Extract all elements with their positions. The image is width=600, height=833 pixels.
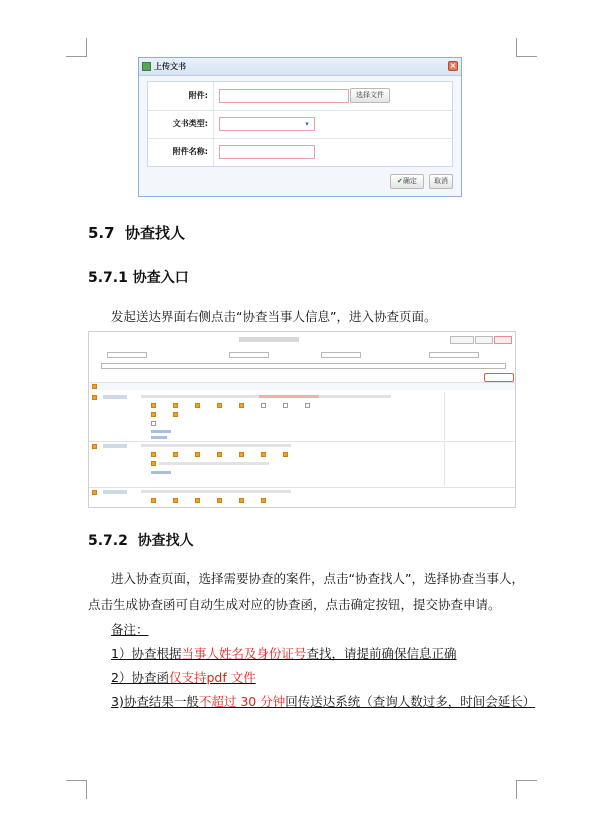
mini-checkbox xyxy=(217,452,222,457)
doc-type-select[interactable] xyxy=(219,117,315,131)
section-5-7-1-heading xyxy=(88,267,189,287)
mini-coordination-button xyxy=(484,373,514,382)
section-title: 协查找人 xyxy=(137,533,194,549)
section-title: 协查找人 xyxy=(125,224,186,242)
form-row-attachment xyxy=(148,82,452,111)
mini-button xyxy=(475,336,493,344)
mini-checkbox xyxy=(261,452,266,457)
mini-checkbox xyxy=(283,403,288,408)
note-2-highlight: 仅支持pdf 文件 xyxy=(168,670,256,685)
mini-checkbox xyxy=(92,395,97,400)
note-1-highlight: 当事人姓名及身份证号 xyxy=(181,646,307,661)
mini-checkbox xyxy=(151,452,156,457)
attachment-input[interactable] xyxy=(219,89,349,103)
attachment-cell xyxy=(213,82,384,110)
mini-button xyxy=(450,336,474,344)
mini-title-bar xyxy=(239,337,299,342)
mini-side-info xyxy=(444,442,505,486)
mini-checkbox xyxy=(173,452,178,457)
cancel-button[interactable]: 取消 xyxy=(429,174,453,189)
mini-link xyxy=(151,436,167,439)
section-title: 协查入口 xyxy=(132,270,189,286)
mini-checkbox xyxy=(217,498,222,503)
mini-link xyxy=(151,430,171,433)
crop-mark-bottom-right-h xyxy=(517,780,537,781)
section-5-7-2-paragraph-line-1: 进入协查页面，选择需要协查的案件，点击“协查找人”，选择协查当事人， xyxy=(111,571,524,586)
mini-checkbox xyxy=(283,452,288,457)
mini-checkbox xyxy=(195,498,200,503)
attachment-label: 附件: xyxy=(188,91,208,100)
note-1 xyxy=(111,646,456,662)
upload-document-dialog xyxy=(138,57,462,197)
upload-form xyxy=(147,81,453,167)
choose-file-button[interactable]: 选择文件 xyxy=(350,88,390,103)
note-1-suffix: 查找，请提前确保信息正确 xyxy=(306,646,457,661)
ok-button[interactable] xyxy=(390,174,424,189)
section-5-7-2-heading xyxy=(88,530,194,550)
ok-label: 确定 xyxy=(402,177,417,185)
mini-checkbox xyxy=(92,444,97,449)
mini-link xyxy=(151,471,171,474)
mini-text-line xyxy=(159,462,269,465)
mini-search-field xyxy=(101,363,506,369)
section-number: 5.7 xyxy=(88,224,115,242)
mini-select xyxy=(107,352,147,358)
note-2-prefix: 2）协查函 xyxy=(111,670,169,685)
mini-table-header xyxy=(89,383,515,390)
mini-text-line xyxy=(141,490,291,493)
mini-divider xyxy=(89,487,515,488)
mini-checkbox xyxy=(92,384,97,389)
note-3-highlight: 不超过 30 分钟 xyxy=(198,694,286,709)
close-icon[interactable]: × xyxy=(449,61,457,70)
note-3-prefix: 3)协查结果一般 xyxy=(111,694,199,709)
mini-checkbox xyxy=(239,498,244,503)
mini-checkbox xyxy=(151,412,156,417)
section-5-7-heading xyxy=(88,222,185,243)
dialog-footer xyxy=(390,168,453,189)
attachment-name-label: 附件名称: xyxy=(172,147,208,156)
section-5-7-2-paragraph-line-2: 点击生成协查函可自动生成对应的协查函，点击确定按钮，提交协查申请。 xyxy=(88,597,501,612)
mini-checkbox xyxy=(151,498,156,503)
mini-checkbox xyxy=(261,403,266,408)
coordination-page-screenshot xyxy=(88,331,516,508)
dialog-titlebar xyxy=(139,58,461,76)
check-icon: ✔ xyxy=(396,177,403,185)
section-number: 5.7.2 xyxy=(88,533,128,549)
crop-mark-bottom-left-v xyxy=(86,780,87,799)
mini-button xyxy=(494,336,512,344)
mini-warning-text xyxy=(259,395,319,398)
mini-checkbox xyxy=(305,403,310,408)
crop-mark-top-left-v xyxy=(86,38,87,57)
section-number: 5.7.1 xyxy=(88,270,128,286)
chevron-down-icon: ▾ xyxy=(305,120,309,128)
crop-mark-bottom-left-h xyxy=(66,780,86,781)
notes-title: 备注： xyxy=(111,622,149,637)
form-row-attachment-name xyxy=(148,138,452,166)
mini-checkbox xyxy=(195,452,200,457)
crop-mark-bottom-right-v xyxy=(516,780,517,799)
mini-row-label xyxy=(103,444,127,448)
attachment-name-cell xyxy=(213,138,214,166)
mini-select xyxy=(321,352,361,358)
mini-checkbox xyxy=(92,490,97,495)
mini-checkbox xyxy=(151,461,156,466)
mini-checkbox xyxy=(173,412,178,417)
mini-checkbox xyxy=(173,498,178,503)
mini-checkbox xyxy=(217,403,222,408)
doc-type-cell xyxy=(213,110,309,138)
mini-checkbox xyxy=(239,452,244,457)
mini-side-info xyxy=(444,392,505,440)
mini-checkbox xyxy=(173,403,178,408)
mini-checkbox xyxy=(195,403,200,408)
mini-checkbox xyxy=(151,421,156,426)
mini-text-line xyxy=(141,444,291,447)
crop-mark-top-right-h xyxy=(517,56,537,57)
dialog-title: 上传文书 xyxy=(154,62,186,71)
mini-select xyxy=(429,352,479,358)
mini-select xyxy=(229,352,269,358)
section-5-7-1-paragraph: 发起送达界面右侧点击“协查当事人信息”，进入协查页面。 xyxy=(111,309,437,324)
note-3 xyxy=(111,694,535,710)
note-3-suffix: 回传送达系统（查询人数过多，时间会延长） xyxy=(285,694,536,709)
mini-checkbox xyxy=(261,498,266,503)
note-2 xyxy=(111,670,256,686)
mini-checkbox xyxy=(239,403,244,408)
mini-checkbox xyxy=(151,403,156,408)
mini-row-label xyxy=(103,490,127,494)
doc-type-label: 文书类型: xyxy=(172,119,208,128)
attachment-name-input[interactable] xyxy=(219,145,315,159)
form-row-doc-type xyxy=(148,110,452,139)
crop-mark-top-left-h xyxy=(66,56,86,57)
document-icon xyxy=(142,62,151,71)
crop-mark-top-right-v xyxy=(516,38,517,57)
mini-row-label xyxy=(103,395,127,399)
note-1-prefix: 1）协查根据 xyxy=(111,646,182,661)
